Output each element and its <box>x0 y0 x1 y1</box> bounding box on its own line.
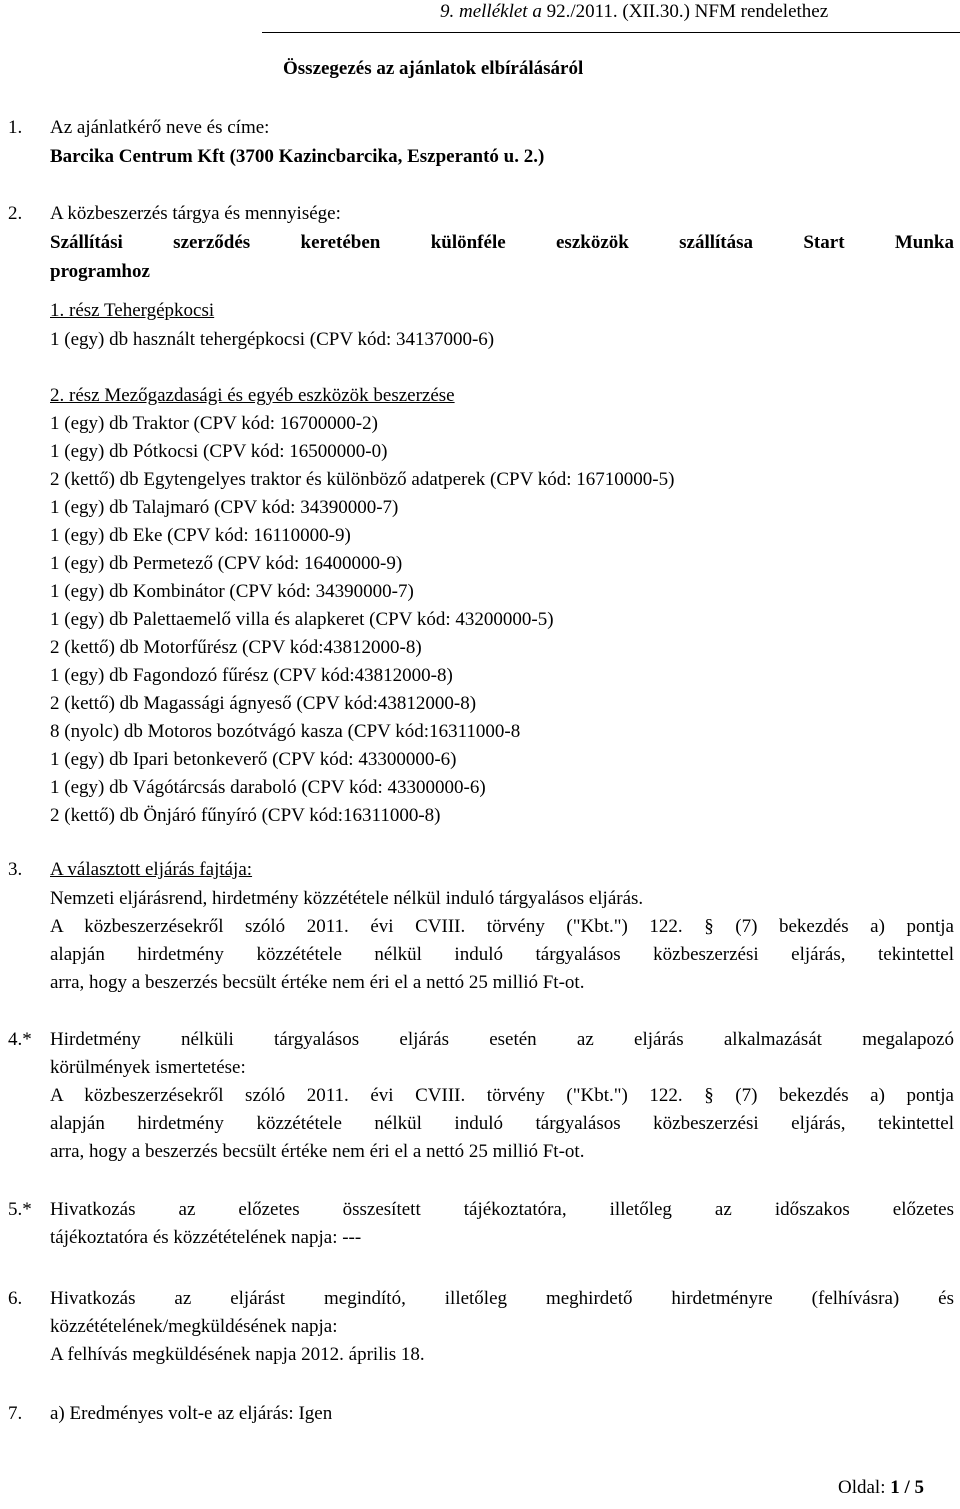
section-4-line-5: arra, hogy a beszerzés becsült értéke nem éri el a nettó 25 millió Ft-ot. <box>50 1141 585 1162</box>
part-2-item: 1 (egy) db Eke (CPV kód: 16110000-9) <box>50 525 351 546</box>
part-2-item: 1 (egy) db Ipari betonkeverő (CPV kód: 43300000-6) <box>50 749 457 770</box>
part-2-item: 2 (kettő) db Egytengelyes traktor és különböző adatperek (CPV kód: 16710000-5) <box>50 469 675 490</box>
section-3-label: A választott eljárás fajtája: <box>50 859 253 880</box>
section-2-label: A közbeszerzés tárgya és mennyisége: <box>50 203 341 224</box>
annex-reference <box>440 0 828 24</box>
part-2-item: 1 (egy) db Permetező (CPV kód: 16400000-9) <box>50 553 403 574</box>
section-4-line-1: Hirdetmény nélküli tárgyalásos eljárás esetén az eljárás alkalmazását megalapozó <box>50 1029 954 1050</box>
section-3-line-4: arra, hogy a beszerzés becsült értéke nem éri el a nettó 25 millió Ft-ot. <box>50 972 585 993</box>
section-5-line-1: Hivatkozás az előzetes összesített tájékoztatóra, illetőleg az időszakos előzetes <box>50 1199 954 1220</box>
part-2-item: 1 (egy) db Palettaemelő villa és alapkeret (CPV kód: 43200000-5) <box>50 609 554 630</box>
part-1-title: 1. rész Tehergépkocsi <box>50 300 215 321</box>
section-3-number: 3. <box>8 859 23 880</box>
part-2-item: 2 (kettő) db Magassági ágnyeső (CPV kód:43812000-8) <box>50 693 477 714</box>
page-label: Oldal: <box>838 1477 891 1498</box>
section-3-line-1: Nemzeti eljárásrend, hirdetmény közzététele nélkül induló tárgyalásos eljárás. <box>50 888 644 909</box>
page-number <box>838 1476 924 1500</box>
document-title: Összegezés az ajánlatok elbírálásáról <box>283 58 584 79</box>
section-7-line-1: a) Eredményes volt-e az eljárás: Igen <box>50 1403 333 1424</box>
section-4-number: 4.* <box>8 1029 32 1050</box>
annex-rest: 92./2011. (XII.30.) NFM rendelethez <box>546 1 829 22</box>
section-6-line-2: közzétételének/megküldésének napja: <box>50 1316 338 1337</box>
part-2-item: 2 (kettő) db Motorfűrész (CPV kód:43812000-8) <box>50 637 422 658</box>
part-2-item: 8 (nyolc) db Motoros bozótvágó kasza (CPV kód:16311000-8 <box>50 721 521 742</box>
header-rule <box>262 32 960 33</box>
page-number-value: 1 / 5 <box>890 1477 925 1498</box>
section-4-line-2: körülmények ismertetése: <box>50 1057 246 1078</box>
section-4-line-4: alapján hirdetmény közzététele nélkül induló tárgyalásos közbeszerzési eljárás, tekintettel <box>50 1113 954 1134</box>
section-6-number: 6. <box>8 1288 23 1309</box>
part-2-title: 2. rész Mezőgazdasági és egyéb eszközök beszerzése <box>50 385 455 406</box>
part-2-item: 1 (egy) db Talajmaró (CPV kód: 34390000-7) <box>50 497 399 518</box>
part-2-item: 1 (egy) db Pótkocsi (CPV kód: 16500000-0) <box>50 441 388 462</box>
section-6-line-1: Hivatkozás az eljárást megindító, illetőleg meghirdető hirdetményre (felhívásra) és <box>50 1288 954 1309</box>
part-2-item: 1 (egy) db Traktor (CPV kód: 16700000-2) <box>50 413 378 434</box>
section-5-line-2: tájékoztatóra és közzétételének napja: --- <box>50 1227 362 1248</box>
section-2-subject-line-2: programhoz <box>50 261 150 282</box>
section-7-number: 7. <box>8 1403 23 1424</box>
section-3-line-2: A közbeszerzésekről szóló 2011. évi CVIII. törvény ("Kbt.") 122. § (7) bekezdés a) pontja <box>50 916 954 937</box>
section-1-number: 1. <box>8 117 23 138</box>
section-1-value: Barcika Centrum Kft (3700 Kazincbarcika, Eszperantó u. 2.) <box>50 146 545 167</box>
section-5-number: 5.* <box>8 1199 32 1220</box>
part-2-item: 1 (egy) db Vágótárcsás daraboló (CPV kód: 43300000-6) <box>50 777 486 798</box>
section-4-line-3: A közbeszerzésekről szóló 2011. évi CVIII. törvény ("Kbt.") 122. § (7) bekezdés a) pontja <box>50 1085 954 1106</box>
section-6-line-3: A felhívás megküldésének napja 2012. április 18. <box>50 1344 425 1365</box>
part-2-item: 1 (egy) db Kombinátor (CPV kód: 34390000-7) <box>50 581 414 602</box>
annex-italic: 9. melléklet a <box>440 1 547 22</box>
section-2-number: 2. <box>8 203 23 224</box>
section-2-subject-line-1: Szállítási szerződés keretében különféle eszközök szállítása Start Munka <box>50 232 954 253</box>
section-1-label: Az ajánlatkérő neve és címe: <box>50 117 270 138</box>
part-2-item: 2 (kettő) db Önjáró fűnyíró (CPV kód:16311000-8) <box>50 805 441 826</box>
part-2-item: 1 (egy) db Fagondozó fűrész (CPV kód:43812000-8) <box>50 665 453 686</box>
section-3-line-3: alapján hirdetmény közzététele nélkül induló tárgyalásos közbeszerzési eljárás, tekintettel <box>50 944 954 965</box>
part-1-item: 1 (egy) db használt tehergépkocsi (CPV kód: 34137000-6) <box>50 329 495 350</box>
